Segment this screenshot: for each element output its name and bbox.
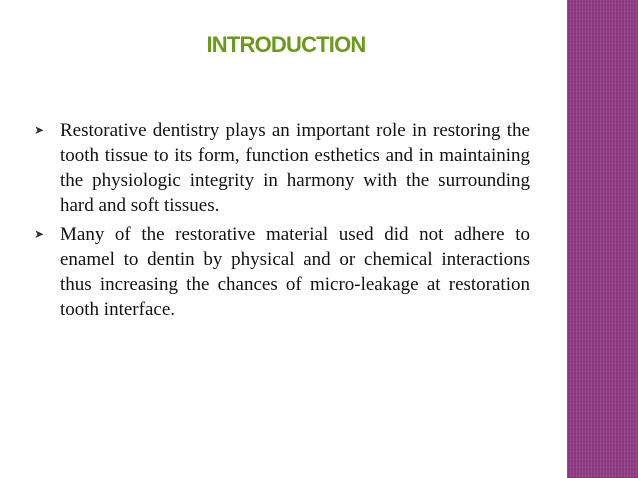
- decorative-side-band: [567, 0, 638, 478]
- slide-title: INTRODUCTION: [206, 32, 366, 57]
- arrow-bullet-icon: ➤: [34, 227, 45, 241]
- bullet-text: Many of the restorative material used did not adhere to enamel to dentin by physical and or chemical interactions thus increasing the chances of micro-leakage at restoration tooth interface.: [60, 224, 530, 320]
- arrow-bullet-icon: ➤: [34, 123, 45, 137]
- list-item: [30, 118, 530, 218]
- bullet-text: Restorative dentistry plays an important role in restoring the tooth tissue to its form, function esthetics and in maintaining the physiologic integrity in harmony with the surrounding hard and soft tissues.: [60, 120, 530, 216]
- list-item: [30, 222, 530, 322]
- bullet-list: [30, 118, 530, 326]
